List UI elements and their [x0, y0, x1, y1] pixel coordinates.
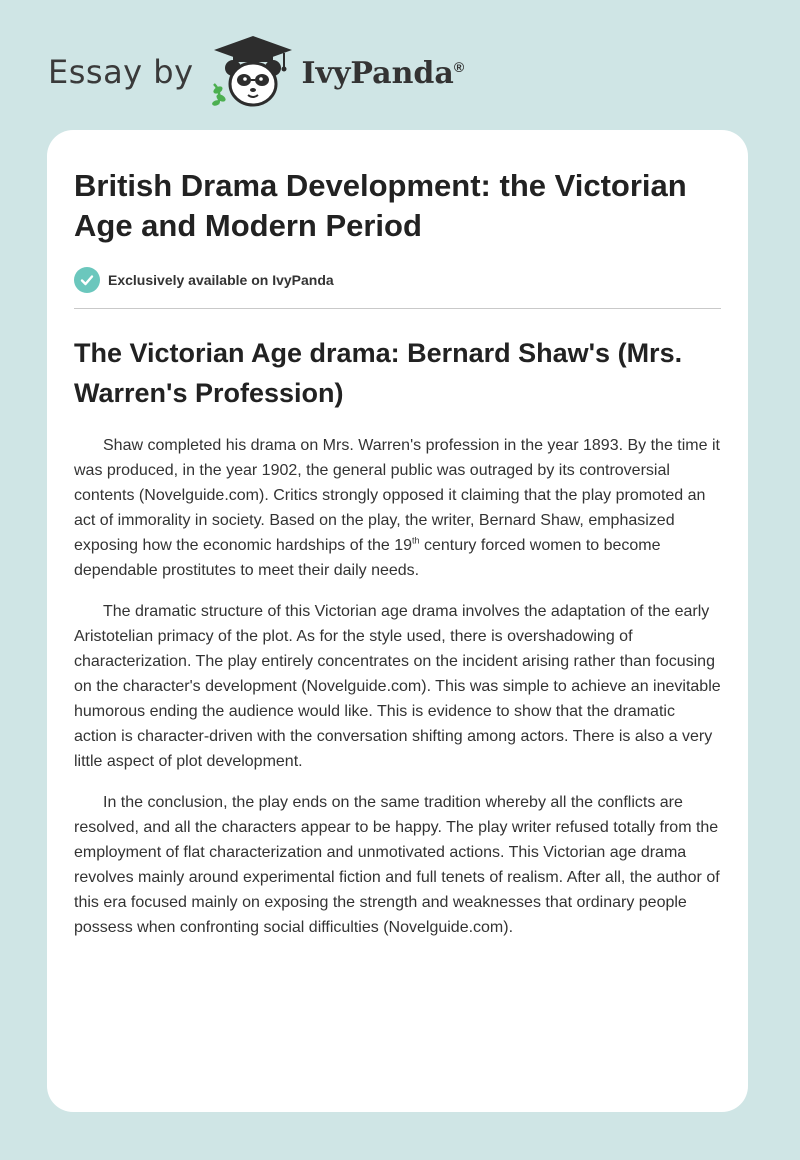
essay-title: British Drama Development: the Victorian Age and Modern Period — [74, 168, 687, 243]
exclusive-label: Exclusively available on IvyPanda — [108, 272, 334, 288]
body-paragraph: Shaw completed his drama on Mrs. Warren's profession in the year 1893. By the time it was produced, in the year 1902, the general public was outraged by its controversial contents (Novelguide.com). Critics strongly opposed it claiming that the play promoted an act of immorality in society. Based on the play, the writer, Bernard Shaw, emphasized exposing how the economic hardships of the 19th century forced women to become dependable prostitutes to meet their daily needs. — [74, 437, 720, 579]
essay-body — [74, 433, 721, 940]
site-header-brand[interactable] — [48, 32, 464, 112]
body-paragraph: The dramatic structure of this Victorian age drama involves the adaptation of the early Aristotelian primacy of the plot. As for the style used, there is overshadowing of characterization. The play entirely concentrates on the incident arising rather than focusing on the character's development (Novelguide.com). This was simple to achieve an inevitable humorous ending the audience would like. This is evidence to show that the dramatic action is character-driven with the conversation shifting among actors. There is also a very little aspect of plot development. — [74, 603, 721, 770]
essay-by-label: Essay by — [48, 53, 194, 91]
essay-card — [47, 130, 748, 1112]
registered-mark: ® — [453, 58, 465, 75]
ivypanda-wordmark: IvyPanda® — [301, 55, 465, 91]
check-circle-icon — [74, 267, 100, 293]
section-heading: The Victorian Age drama: Bernard Shaw's (Mrs. Warren's Profession) — [74, 338, 683, 408]
body-paragraph: In the conclusion, the play ends on the same tradition whereby all the conflicts are resolved, and all the characters appear to be happy. The play writer refused totally from the employment of flat characterization and unmotivated actions. This Victorian age drama revolves mainly around experimental fiction and full tenets of realism. After all, the author of this era focused mainly on exposing the strength and weaknesses that ordinary people possess when confronting social difficulties (Novelguide.com). — [74, 794, 720, 936]
panda-graduate-logo-icon — [208, 32, 298, 112]
title-divider — [74, 308, 721, 309]
exclusive-badge — [74, 266, 721, 294]
ordinal-suffix: th — [412, 535, 420, 546]
